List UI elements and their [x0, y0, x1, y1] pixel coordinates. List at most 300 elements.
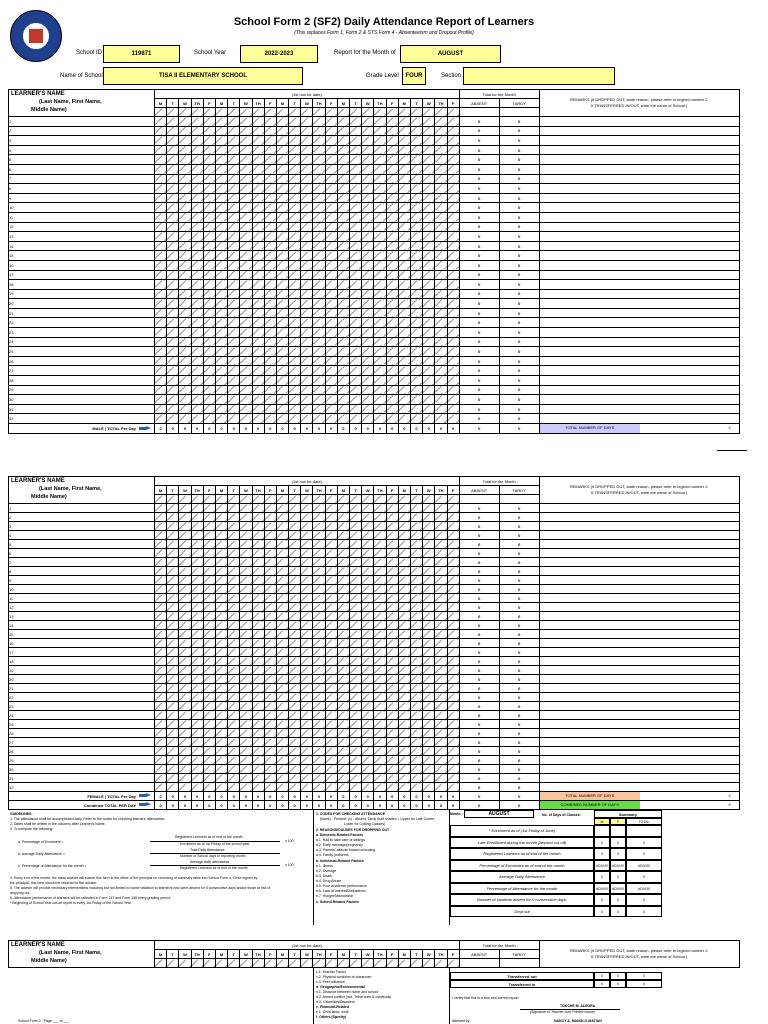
learner-name-cell[interactable]: 26 — [9, 729, 155, 738]
attendance-cell[interactable] — [203, 540, 215, 549]
attendance-cell[interactable] — [191, 531, 203, 540]
attendance-cell[interactable] — [264, 299, 276, 309]
attendance-cell[interactable] — [423, 630, 435, 639]
attendance-cell[interactable] — [203, 318, 215, 328]
attendance-cell[interactable] — [301, 549, 313, 558]
attendance-cell[interactable] — [252, 765, 264, 774]
attendance-cell[interactable] — [410, 193, 422, 203]
attendance-cell[interactable] — [362, 232, 374, 242]
learner-name-cell[interactable]: 27 — [9, 366, 155, 376]
attendance-cell[interactable] — [240, 155, 252, 165]
attendance-cell[interactable] — [289, 174, 301, 184]
attendance-cell[interactable] — [240, 522, 252, 531]
attendance-cell[interactable] — [252, 299, 264, 309]
attendance-cell[interactable] — [252, 729, 264, 738]
attendance-cell[interactable] — [386, 630, 398, 639]
attendance-cell[interactable] — [179, 385, 191, 395]
attendance-cell[interactable] — [386, 232, 398, 242]
attendance-cell[interactable] — [435, 289, 447, 299]
attendance-cell[interactable] — [313, 222, 325, 232]
attendance-cell[interactable] — [155, 504, 167, 513]
attendance-cell[interactable] — [301, 212, 313, 222]
attendance-cell[interactable] — [228, 621, 240, 630]
attendance-cell[interactable] — [167, 585, 179, 594]
attendance-cell[interactable] — [423, 639, 435, 648]
attendance-cell[interactable] — [325, 693, 337, 702]
attendance-cell[interactable] — [264, 540, 276, 549]
attendance-cell[interactable] — [374, 774, 386, 783]
attendance-cell[interactable] — [155, 164, 167, 174]
attendance-cell[interactable] — [423, 648, 435, 657]
attendance-cell[interactable] — [435, 174, 447, 184]
attendance-cell[interactable] — [410, 630, 422, 639]
attendance-cell[interactable] — [179, 549, 191, 558]
attendance-cell[interactable] — [289, 576, 301, 585]
attendance-cell[interactable] — [386, 318, 398, 328]
attendance-cell[interactable] — [337, 260, 349, 270]
remarks-cell[interactable] — [539, 347, 739, 357]
attendance-cell[interactable] — [228, 639, 240, 648]
attendance-cell[interactable] — [337, 657, 349, 666]
attendance-cell[interactable] — [447, 513, 459, 522]
attendance-cell[interactable] — [240, 212, 252, 222]
attendance-cell[interactable] — [398, 203, 410, 213]
learner-name-cell[interactable]: 21 — [9, 308, 155, 318]
attendance-cell[interactable] — [410, 385, 422, 395]
date-cell[interactable] — [289, 108, 301, 117]
date-cell[interactable] — [264, 495, 276, 504]
attendance-cell[interactable] — [276, 594, 288, 603]
attendance-cell[interactable] — [337, 299, 349, 309]
attendance-cell[interactable] — [374, 567, 386, 576]
attendance-cell[interactable] — [301, 576, 313, 585]
attendance-cell[interactable] — [325, 774, 337, 783]
attendance-cell[interactable] — [179, 376, 191, 386]
attendance-cell[interactable] — [398, 594, 410, 603]
attendance-cell[interactable] — [362, 666, 374, 675]
attendance-cell[interactable] — [264, 414, 276, 424]
remarks-cell[interactable] — [539, 594, 739, 603]
attendance-cell[interactable] — [423, 117, 435, 127]
attendance-cell[interactable] — [313, 308, 325, 318]
attendance-cell[interactable] — [191, 395, 203, 405]
attendance-cell[interactable] — [423, 585, 435, 594]
date-cell[interactable] — [374, 108, 386, 117]
date-cell[interactable] — [155, 495, 167, 504]
attendance-cell[interactable] — [337, 594, 349, 603]
date-cell[interactable] — [276, 108, 288, 117]
attendance-cell[interactable] — [398, 260, 410, 270]
attendance-cell[interactable] — [155, 174, 167, 184]
attendance-cell[interactable] — [264, 747, 276, 756]
attendance-cell[interactable] — [167, 702, 179, 711]
attendance-cell[interactable] — [191, 522, 203, 531]
attendance-cell[interactable] — [264, 729, 276, 738]
attendance-cell[interactable] — [228, 299, 240, 309]
attendance-cell[interactable] — [410, 308, 422, 318]
remarks-cell[interactable] — [539, 711, 739, 720]
attendance-cell[interactable] — [374, 356, 386, 366]
attendance-cell[interactable] — [179, 328, 191, 338]
attendance-cell[interactable] — [264, 174, 276, 184]
attendance-cell[interactable] — [167, 404, 179, 414]
remarks-cell[interactable] — [539, 299, 739, 309]
attendance-cell[interactable] — [337, 366, 349, 376]
attendance-cell[interactable] — [252, 212, 264, 222]
attendance-cell[interactable] — [435, 328, 447, 338]
attendance-cell[interactable] — [289, 404, 301, 414]
learner-name-cell[interactable]: 13 — [9, 232, 155, 242]
attendance-cell[interactable] — [167, 639, 179, 648]
attendance-cell[interactable] — [410, 164, 422, 174]
attendance-cell[interactable] — [191, 299, 203, 309]
attendance-cell[interactable] — [362, 540, 374, 549]
attendance-cell[interactable] — [410, 126, 422, 136]
attendance-cell[interactable] — [240, 585, 252, 594]
attendance-cell[interactable] — [155, 289, 167, 299]
attendance-cell[interactable] — [423, 549, 435, 558]
attendance-cell[interactable] — [374, 222, 386, 232]
attendance-cell[interactable] — [398, 395, 410, 405]
attendance-cell[interactable] — [435, 531, 447, 540]
attendance-cell[interactable] — [167, 308, 179, 318]
attendance-cell[interactable] — [155, 308, 167, 318]
attendance-cell[interactable] — [276, 404, 288, 414]
section-field[interactable] — [463, 67, 615, 85]
attendance-cell[interactable] — [337, 414, 349, 424]
attendance-cell[interactable] — [325, 299, 337, 309]
attendance-cell[interactable] — [447, 567, 459, 576]
attendance-cell[interactable] — [289, 711, 301, 720]
attendance-cell[interactable] — [179, 174, 191, 184]
attendance-cell[interactable] — [215, 184, 227, 194]
attendance-cell[interactable] — [410, 136, 422, 146]
attendance-cell[interactable] — [301, 260, 313, 270]
attendance-cell[interactable] — [447, 260, 459, 270]
attendance-cell[interactable] — [398, 337, 410, 347]
attendance-cell[interactable] — [240, 328, 252, 338]
attendance-cell[interactable] — [435, 783, 447, 792]
attendance-cell[interactable] — [155, 184, 167, 194]
attendance-cell[interactable] — [447, 395, 459, 405]
attendance-cell[interactable] — [240, 549, 252, 558]
attendance-cell[interactable] — [240, 385, 252, 395]
remarks-cell[interactable] — [539, 729, 739, 738]
attendance-cell[interactable] — [264, 657, 276, 666]
attendance-cell[interactable] — [350, 513, 362, 522]
attendance-cell[interactable] — [215, 318, 227, 328]
attendance-cell[interactable] — [350, 347, 362, 357]
attendance-cell[interactable] — [179, 232, 191, 242]
attendance-cell[interactable] — [240, 693, 252, 702]
attendance-cell[interactable] — [313, 603, 325, 612]
attendance-cell[interactable] — [228, 729, 240, 738]
attendance-cell[interactable] — [179, 603, 191, 612]
attendance-cell[interactable] — [215, 164, 227, 174]
remarks-cell[interactable] — [539, 684, 739, 693]
attendance-cell[interactable] — [423, 347, 435, 357]
remarks-cell[interactable] — [539, 693, 739, 702]
attendance-cell[interactable] — [252, 385, 264, 395]
attendance-cell[interactable] — [301, 404, 313, 414]
attendance-cell[interactable] — [228, 203, 240, 213]
attendance-cell[interactable] — [203, 657, 215, 666]
attendance-cell[interactable] — [325, 720, 337, 729]
attendance-cell[interactable] — [191, 308, 203, 318]
attendance-cell[interactable] — [252, 621, 264, 630]
attendance-cell[interactable] — [203, 567, 215, 576]
attendance-cell[interactable] — [155, 193, 167, 203]
attendance-cell[interactable] — [374, 251, 386, 261]
attendance-cell[interactable] — [325, 738, 337, 747]
attendance-cell[interactable] — [240, 648, 252, 657]
attendance-cell[interactable] — [350, 783, 362, 792]
attendance-cell[interactable] — [410, 639, 422, 648]
attendance-cell[interactable] — [301, 270, 313, 280]
attendance-cell[interactable] — [362, 558, 374, 567]
attendance-cell[interactable] — [240, 594, 252, 603]
attendance-cell[interactable] — [167, 212, 179, 222]
attendance-cell[interactable] — [228, 222, 240, 232]
attendance-cell[interactable] — [398, 414, 410, 424]
attendance-cell[interactable] — [289, 720, 301, 729]
attendance-cell[interactable] — [252, 630, 264, 639]
attendance-cell[interactable] — [410, 594, 422, 603]
attendance-cell[interactable] — [155, 576, 167, 585]
attendance-cell[interactable] — [374, 347, 386, 357]
attendance-cell[interactable] — [276, 675, 288, 684]
attendance-cell[interactable] — [447, 783, 459, 792]
attendance-cell[interactable] — [410, 203, 422, 213]
learner-name-cell[interactable]: 10 — [9, 203, 155, 213]
attendance-cell[interactable] — [374, 639, 386, 648]
attendance-cell[interactable] — [301, 222, 313, 232]
attendance-cell[interactable] — [301, 356, 313, 366]
attendance-cell[interactable] — [447, 630, 459, 639]
attendance-cell[interactable] — [276, 155, 288, 165]
attendance-cell[interactable] — [215, 765, 227, 774]
attendance-cell[interactable] — [264, 675, 276, 684]
attendance-cell[interactable] — [410, 145, 422, 155]
attendance-cell[interactable] — [301, 594, 313, 603]
attendance-cell[interactable] — [289, 558, 301, 567]
attendance-cell[interactable] — [179, 783, 191, 792]
attendance-cell[interactable] — [350, 693, 362, 702]
attendance-cell[interactable] — [398, 657, 410, 666]
attendance-cell[interactable] — [447, 376, 459, 386]
attendance-cell[interactable] — [167, 783, 179, 792]
remarks-cell[interactable] — [539, 251, 739, 261]
attendance-cell[interactable] — [337, 193, 349, 203]
attendance-cell[interactable] — [374, 747, 386, 756]
attendance-cell[interactable] — [350, 366, 362, 376]
attendance-cell[interactable] — [423, 174, 435, 184]
attendance-cell[interactable] — [252, 513, 264, 522]
attendance-cell[interactable] — [435, 117, 447, 127]
attendance-cell[interactable] — [155, 648, 167, 657]
attendance-cell[interactable] — [386, 612, 398, 621]
attendance-cell[interactable] — [325, 270, 337, 280]
attendance-cell[interactable] — [362, 711, 374, 720]
attendance-cell[interactable] — [350, 657, 362, 666]
attendance-cell[interactable] — [337, 648, 349, 657]
attendance-cell[interactable] — [179, 711, 191, 720]
attendance-cell[interactable] — [228, 594, 240, 603]
attendance-cell[interactable] — [264, 513, 276, 522]
date-cell[interactable] — [215, 959, 227, 968]
attendance-cell[interactable] — [167, 251, 179, 261]
attendance-cell[interactable] — [398, 756, 410, 765]
remarks-cell[interactable] — [539, 328, 739, 338]
attendance-cell[interactable] — [410, 603, 422, 612]
attendance-cell[interactable] — [325, 576, 337, 585]
attendance-cell[interactable] — [179, 693, 191, 702]
attendance-cell[interactable] — [167, 222, 179, 232]
attendance-cell[interactable] — [337, 540, 349, 549]
attendance-cell[interactable] — [240, 164, 252, 174]
attendance-cell[interactable] — [337, 603, 349, 612]
attendance-cell[interactable] — [374, 621, 386, 630]
attendance-cell[interactable] — [350, 289, 362, 299]
attendance-cell[interactable] — [350, 117, 362, 127]
attendance-cell[interactable] — [264, 774, 276, 783]
attendance-cell[interactable] — [398, 308, 410, 318]
attendance-cell[interactable] — [167, 203, 179, 213]
attendance-cell[interactable] — [301, 621, 313, 630]
attendance-cell[interactable] — [191, 164, 203, 174]
learner-name-cell[interactable]: 17 — [9, 648, 155, 657]
attendance-cell[interactable] — [423, 318, 435, 328]
attendance-cell[interactable] — [374, 657, 386, 666]
attendance-cell[interactable] — [447, 558, 459, 567]
date-cell[interactable] — [276, 959, 288, 968]
attendance-cell[interactable] — [240, 203, 252, 213]
attendance-cell[interactable] — [191, 783, 203, 792]
attendance-cell[interactable] — [301, 366, 313, 376]
attendance-cell[interactable] — [398, 212, 410, 222]
school-year-field[interactable]: 2022-2023 — [240, 45, 318, 63]
attendance-cell[interactable] — [155, 702, 167, 711]
attendance-cell[interactable] — [167, 711, 179, 720]
attendance-cell[interactable] — [203, 513, 215, 522]
attendance-cell[interactable] — [398, 612, 410, 621]
attendance-cell[interactable] — [447, 308, 459, 318]
attendance-cell[interactable] — [179, 738, 191, 747]
attendance-cell[interactable] — [313, 366, 325, 376]
attendance-cell[interactable] — [313, 630, 325, 639]
attendance-cell[interactable] — [435, 376, 447, 386]
attendance-cell[interactable] — [398, 376, 410, 386]
attendance-cell[interactable] — [179, 280, 191, 290]
attendance-cell[interactable] — [264, 212, 276, 222]
attendance-cell[interactable] — [215, 203, 227, 213]
attendance-cell[interactable] — [423, 558, 435, 567]
attendance-cell[interactable] — [240, 337, 252, 347]
attendance-cell[interactable] — [191, 318, 203, 328]
attendance-cell[interactable] — [301, 639, 313, 648]
attendance-cell[interactable] — [447, 366, 459, 376]
attendance-cell[interactable] — [313, 711, 325, 720]
attendance-cell[interactable] — [447, 289, 459, 299]
attendance-cell[interactable] — [313, 126, 325, 136]
remarks-cell[interactable] — [539, 289, 739, 299]
attendance-cell[interactable] — [276, 308, 288, 318]
attendance-cell[interactable] — [398, 347, 410, 357]
attendance-cell[interactable] — [362, 720, 374, 729]
attendance-cell[interactable] — [240, 540, 252, 549]
remarks-cell[interactable] — [539, 774, 739, 783]
learner-name-cell[interactable]: 7 — [9, 174, 155, 184]
date-cell[interactable] — [447, 959, 459, 968]
attendance-cell[interactable] — [264, 648, 276, 657]
date-cell[interactable] — [155, 108, 167, 117]
attendance-cell[interactable] — [179, 251, 191, 261]
attendance-cell[interactable] — [167, 504, 179, 513]
attendance-cell[interactable] — [252, 145, 264, 155]
attendance-cell[interactable] — [337, 145, 349, 155]
attendance-cell[interactable] — [398, 280, 410, 290]
attendance-cell[interactable] — [289, 594, 301, 603]
attendance-cell[interactable] — [313, 260, 325, 270]
attendance-cell[interactable] — [337, 395, 349, 405]
attendance-cell[interactable] — [228, 385, 240, 395]
attendance-cell[interactable] — [252, 232, 264, 242]
attendance-cell[interactable] — [215, 155, 227, 165]
attendance-cell[interactable] — [276, 549, 288, 558]
attendance-cell[interactable] — [447, 193, 459, 203]
attendance-cell[interactable] — [313, 558, 325, 567]
attendance-cell[interactable] — [264, 385, 276, 395]
attendance-cell[interactable] — [203, 711, 215, 720]
date-cell[interactable] — [240, 495, 252, 504]
attendance-cell[interactable] — [167, 522, 179, 531]
attendance-cell[interactable] — [337, 567, 349, 576]
attendance-cell[interactable] — [276, 366, 288, 376]
date-cell[interactable] — [203, 108, 215, 117]
learner-name-cell[interactable]: 9 — [9, 576, 155, 585]
attendance-cell[interactable] — [386, 522, 398, 531]
attendance-cell[interactable] — [435, 280, 447, 290]
attendance-cell[interactable] — [398, 174, 410, 184]
attendance-cell[interactable] — [301, 280, 313, 290]
attendance-cell[interactable] — [313, 251, 325, 261]
attendance-cell[interactable] — [191, 241, 203, 251]
attendance-cell[interactable] — [435, 395, 447, 405]
date-cell[interactable] — [228, 495, 240, 504]
attendance-cell[interactable] — [276, 385, 288, 395]
attendance-cell[interactable] — [191, 203, 203, 213]
date-cell[interactable] — [435, 108, 447, 117]
attendance-cell[interactable] — [325, 385, 337, 395]
attendance-cell[interactable] — [289, 648, 301, 657]
date-cell[interactable] — [374, 495, 386, 504]
attendance-cell[interactable] — [191, 385, 203, 395]
attendance-cell[interactable] — [240, 299, 252, 309]
learner-name-cell[interactable]: 19 — [9, 289, 155, 299]
attendance-cell[interactable] — [337, 376, 349, 386]
attendance-cell[interactable] — [374, 308, 386, 318]
attendance-cell[interactable] — [155, 594, 167, 603]
attendance-cell[interactable] — [167, 270, 179, 280]
attendance-cell[interactable] — [447, 684, 459, 693]
attendance-cell[interactable] — [167, 513, 179, 522]
attendance-cell[interactable] — [313, 684, 325, 693]
attendance-cell[interactable] — [167, 693, 179, 702]
remarks-cell[interactable] — [539, 747, 739, 756]
attendance-cell[interactable] — [228, 117, 240, 127]
attendance-cell[interactable] — [252, 612, 264, 621]
remarks-cell[interactable] — [539, 765, 739, 774]
